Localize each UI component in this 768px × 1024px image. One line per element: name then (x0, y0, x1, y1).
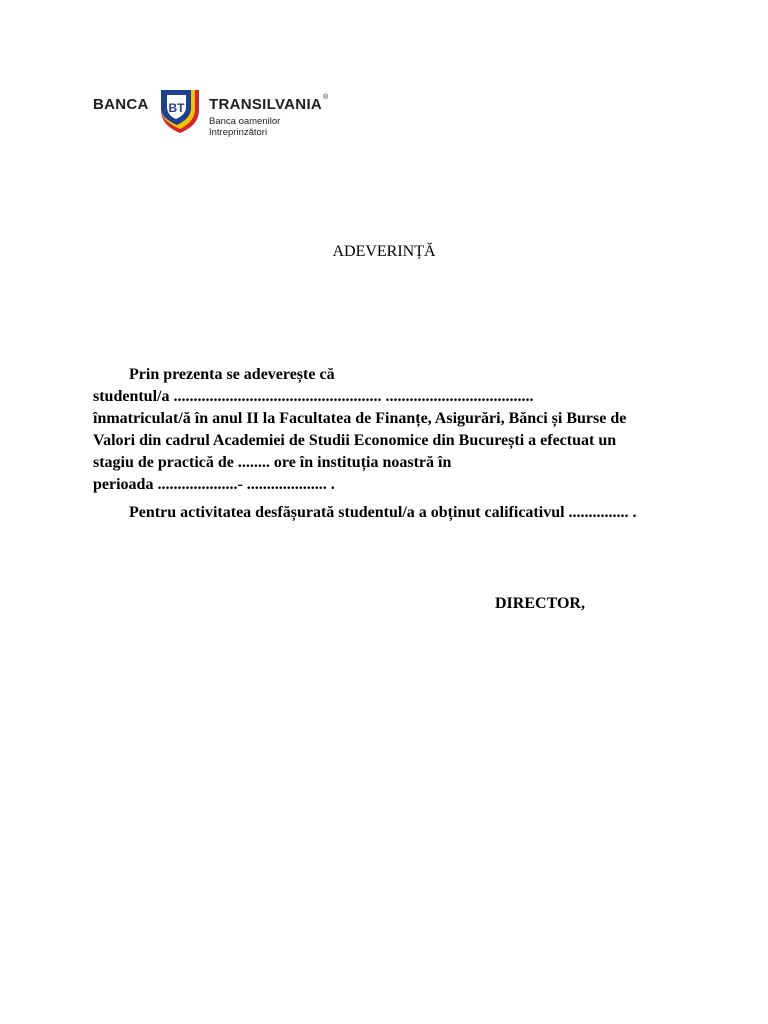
paragraph-line: Valori din cadrul Academiei de Studii Economice din București a efectuat un (93, 432, 617, 449)
grade-paragraph: Pentru activitatea desfășurată studentul/a a obținut calificativul ............... . (129, 504, 637, 521)
paragraph-line: studentul/a .................................................... ..................................... (93, 388, 534, 405)
paragraph-line: înmatriculat/ă în anul II la Facultatea de Finanțe, Asigurări, Bănci și Burse de (93, 410, 627, 427)
director-signature: DIRECTOR, (495, 595, 585, 612)
paragraph-line: stagiu de practică de ........ ore în instituția noastră în (93, 454, 452, 471)
bank-logo (93, 86, 353, 142)
paragraph-line: perioada ....................- .................... . (93, 476, 335, 493)
paragraph-line: Prin prezenta se adeverește că (129, 366, 335, 383)
bt-shield-icon (158, 86, 202, 134)
shield-label: BT (168, 101, 185, 115)
logo-word-transilvania: TRANSILVANIA® (209, 94, 329, 113)
logo-word-banca: BANCA (93, 96, 149, 113)
certificate-body (93, 364, 663, 524)
tagline-line-1: Banca oamenilor (209, 116, 281, 127)
logo-tagline (209, 116, 280, 138)
document-title: ADEVERINȚĂ (332, 243, 436, 260)
registered-mark: ® (323, 94, 329, 101)
tagline-line-2: întreprinzători (209, 127, 268, 138)
